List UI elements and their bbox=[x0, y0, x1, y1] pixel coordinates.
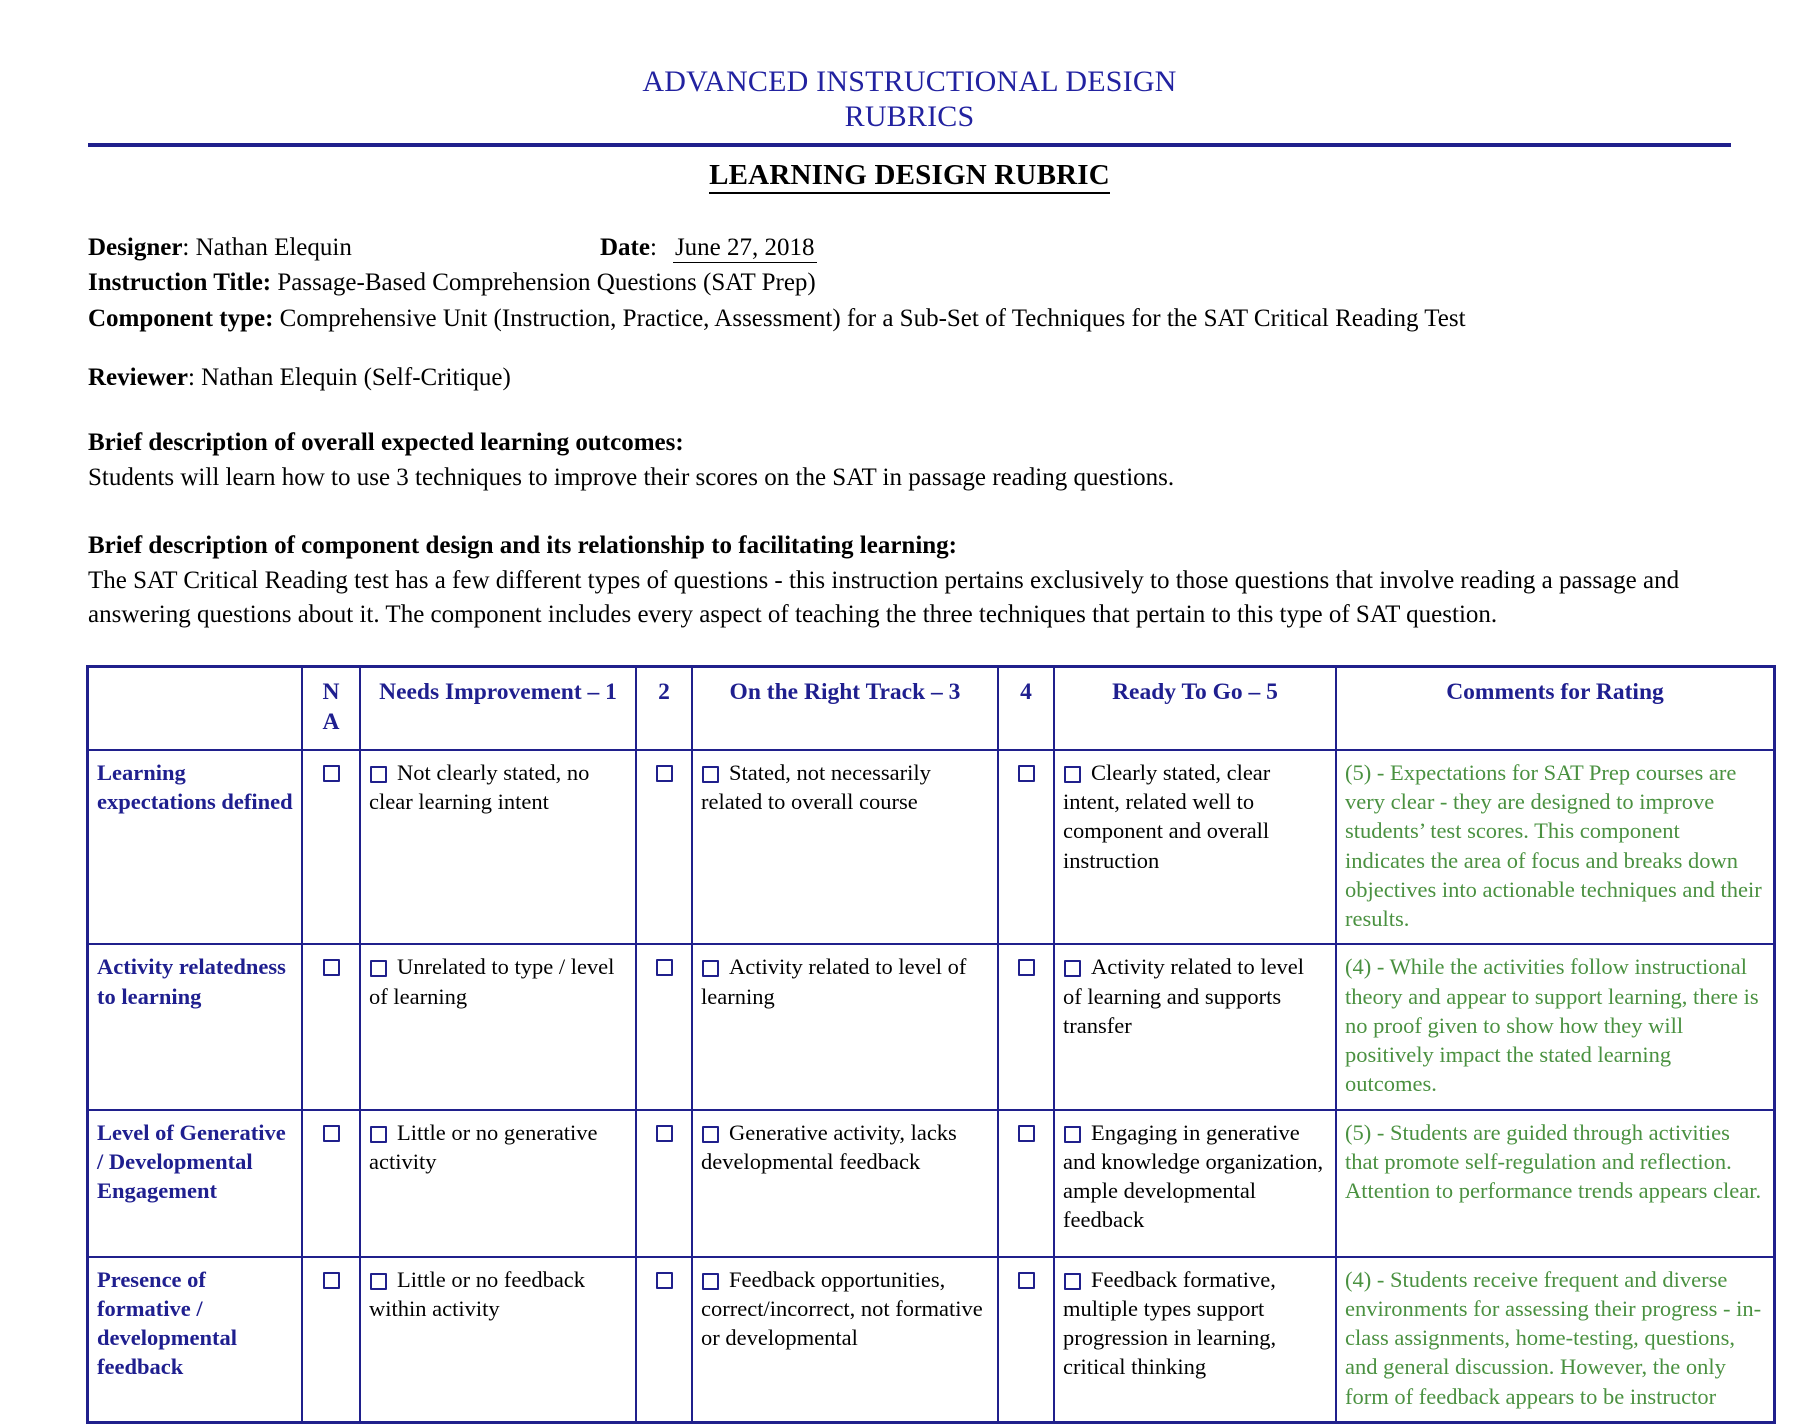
cell-level-1 bbox=[360, 1257, 636, 1423]
checkbox-icon[interactable] bbox=[656, 1125, 673, 1142]
row-comment: (5) - Students are guided through activities that promote self-regulation and reflection. Attention to performance trends appears clear. bbox=[1336, 1110, 1775, 1257]
checkbox-icon[interactable] bbox=[656, 1272, 673, 1289]
checkbox-icon[interactable] bbox=[702, 960, 719, 977]
header-line-2: RUBRICS bbox=[844, 100, 975, 134]
table-row bbox=[88, 1110, 1775, 1257]
checkbox-level-4[interactable] bbox=[998, 1110, 1054, 1257]
option-level-3[interactable] bbox=[701, 760, 931, 814]
header-level-5: Ready To Go – 5 bbox=[1054, 666, 1336, 750]
option-level-1[interactable] bbox=[369, 954, 614, 1008]
cell-level-1 bbox=[360, 944, 636, 1109]
checkbox-icon[interactable] bbox=[323, 959, 340, 976]
option-level-3[interactable] bbox=[701, 1120, 957, 1174]
reviewer-value: Nathan Elequin (Self-Critique) bbox=[201, 364, 511, 392]
checkbox-icon[interactable] bbox=[702, 1126, 719, 1143]
cell-level-3 bbox=[692, 1257, 998, 1423]
checkbox-na[interactable] bbox=[302, 1110, 360, 1257]
rubric-table-wrapper bbox=[86, 665, 1762, 1424]
option-level-5[interactable] bbox=[1063, 1120, 1323, 1233]
checkbox-icon[interactable] bbox=[370, 766, 387, 783]
page-title-text: LEARNING DESIGN RUBRIC bbox=[709, 159, 1110, 194]
cell-level-5 bbox=[1054, 1110, 1336, 1257]
page-title bbox=[0, 159, 1819, 192]
instruction-title-label: Instruction Title: bbox=[88, 269, 272, 297]
reviewer-label: Reviewer bbox=[88, 364, 188, 392]
row-comment: (4) - While the activities follow instructional theory and appear to support learning, there is no proof given to show how they will positively impact the stated learning outcomes. bbox=[1336, 944, 1775, 1109]
reviewer-separator: : bbox=[187, 364, 202, 392]
option-level-1[interactable] bbox=[369, 1120, 598, 1174]
checkbox-icon[interactable] bbox=[1018, 1125, 1035, 1142]
cell-level-1 bbox=[360, 750, 636, 945]
header-na-line2: A bbox=[322, 709, 340, 736]
designer-value: Nathan Elequin bbox=[195, 233, 352, 261]
header-level-3: On the Right Track – 3 bbox=[692, 666, 998, 750]
header-na-line1: N bbox=[322, 678, 340, 705]
option-level-1-text: Little or no generative activity bbox=[369, 1119, 598, 1174]
header-comments: Comments for Rating bbox=[1336, 666, 1775, 750]
checkbox-level-2[interactable] bbox=[636, 1110, 692, 1257]
option-level-1[interactable] bbox=[369, 1267, 585, 1321]
date-label: Date bbox=[600, 233, 650, 261]
checkbox-icon[interactable] bbox=[323, 1125, 340, 1142]
component-type-label: Component type: bbox=[88, 304, 274, 332]
component-type-row bbox=[88, 301, 1738, 337]
checkbox-na[interactable] bbox=[302, 944, 360, 1109]
row-criterion: Presence of formative / developmental feedback bbox=[88, 1257, 303, 1423]
rubric-table-body bbox=[88, 750, 1775, 1423]
option-level-1[interactable] bbox=[369, 760, 589, 814]
checkbox-level-4[interactable] bbox=[998, 944, 1054, 1109]
option-level-3-text: Feedback opportunities, correct/incorrect, not formative or developmental bbox=[701, 1266, 983, 1351]
cell-level-3 bbox=[692, 1110, 998, 1257]
header-divider-rule bbox=[88, 143, 1731, 147]
date-group bbox=[600, 230, 817, 266]
option-level-5-text: Feedback formative, multiple types support progression in learning, critical thinking bbox=[1063, 1266, 1277, 1380]
designer-separator: : bbox=[182, 233, 196, 261]
instruction-title-value: Passage-Based Comprehension Questions (SAT Prep) bbox=[271, 269, 816, 297]
reviewer-row bbox=[88, 364, 1819, 392]
cell-level-5 bbox=[1054, 1257, 1336, 1423]
rubric-table bbox=[86, 665, 1776, 1424]
header-level-2: 2 bbox=[636, 666, 692, 750]
cell-level-1 bbox=[360, 1110, 636, 1257]
checkbox-na[interactable] bbox=[302, 1257, 360, 1423]
checkbox-level-2[interactable] bbox=[636, 1257, 692, 1423]
design-body: The SAT Critical Reading test has a few different types of questions - this instruction pertains exclusively to those questions that involve reading a passage and answering questions about it. The component includes every aspect of teaching the three techniques that pertain to this type of SAT question. bbox=[88, 566, 1680, 629]
outcomes-heading: Brief description of overall expected learning outcomes: bbox=[88, 429, 684, 457]
option-level-3-text: Activity related to level of learning bbox=[701, 954, 967, 1009]
option-level-5[interactable] bbox=[1063, 954, 1304, 1038]
table-header-row bbox=[88, 666, 1775, 750]
row-criterion: Level of Generative / Developmental Engagement bbox=[88, 1110, 303, 1257]
row-criterion: Activity relatedness to learning bbox=[88, 944, 303, 1109]
checkbox-icon[interactable] bbox=[370, 960, 387, 977]
checkbox-icon[interactable] bbox=[1064, 1273, 1081, 1290]
designer-row bbox=[88, 230, 1738, 266]
outcomes-section bbox=[88, 426, 1738, 495]
checkbox-icon[interactable] bbox=[656, 765, 673, 782]
date-value: June 27, 2018 bbox=[674, 233, 815, 261]
option-level-1-text: Unrelated to type / level of learning bbox=[369, 954, 615, 1009]
date-separator: : bbox=[649, 233, 657, 261]
option-level-5-text: Clearly stated, clear intent, related well to component and overall instruction bbox=[1063, 759, 1271, 873]
option-level-3[interactable] bbox=[701, 954, 966, 1008]
checkbox-na[interactable] bbox=[302, 750, 360, 945]
option-level-3-text: Stated, not necessarily related to overall course bbox=[701, 759, 931, 815]
checkbox-icon[interactable] bbox=[370, 1126, 387, 1143]
header-level-1: Needs Improvement – 1 bbox=[360, 666, 636, 750]
metadata-block bbox=[88, 230, 1738, 337]
rubric-table-head bbox=[88, 666, 1775, 750]
designer-label: Designer bbox=[88, 233, 183, 261]
checkbox-icon[interactable] bbox=[656, 959, 673, 976]
option-level-5[interactable] bbox=[1063, 760, 1270, 873]
table-row bbox=[88, 1257, 1775, 1423]
checkbox-level-2[interactable] bbox=[636, 944, 692, 1109]
option-level-5[interactable] bbox=[1063, 1267, 1276, 1380]
checkbox-level-2[interactable] bbox=[636, 750, 692, 945]
checkbox-icon[interactable] bbox=[702, 766, 719, 783]
row-comment: (5) - Expectations for SAT Prep courses are very clear - they are designed to improve students’ test scores. This component indicates the area of focus and breaks down objectives into actionable techniques and their results. bbox=[1336, 750, 1775, 945]
checkbox-icon[interactable] bbox=[1018, 959, 1035, 976]
option-level-5-text: Engaging in generative and knowledge organization, ample developmental feedback bbox=[1063, 1119, 1324, 1233]
checkbox-icon[interactable] bbox=[1018, 1272, 1035, 1289]
checkbox-icon[interactable] bbox=[323, 1272, 340, 1289]
document-header bbox=[0, 0, 1819, 135]
header-na bbox=[302, 666, 360, 750]
checkbox-icon[interactable] bbox=[370, 1273, 387, 1290]
design-heading: Brief description of component design and its relationship to facilitating learning: bbox=[88, 532, 957, 560]
instruction-title-row bbox=[88, 265, 1738, 301]
cell-level-3 bbox=[692, 944, 998, 1109]
header-line-1: ADVANCED INSTRUCTIONAL DESIGN bbox=[642, 65, 1177, 98]
checkbox-icon[interactable] bbox=[1018, 765, 1035, 782]
option-level-1-text: Little or no feedback within activity bbox=[369, 1266, 586, 1321]
table-row bbox=[88, 944, 1775, 1109]
checkbox-level-4[interactable] bbox=[998, 750, 1054, 945]
checkbox-icon[interactable] bbox=[1064, 766, 1081, 783]
table-row bbox=[88, 750, 1775, 945]
checkbox-icon[interactable] bbox=[1064, 960, 1081, 977]
header-level-4: 4 bbox=[998, 666, 1054, 750]
component-type-value: Comprehensive Unit (Instruction, Practice, Assessment) for a Sub-Set of Techniques for the SAT Critical Reading Test bbox=[273, 304, 1466, 332]
cell-level-3 bbox=[692, 750, 998, 945]
cell-level-5 bbox=[1054, 750, 1336, 945]
row-criterion: Learning expectations defined bbox=[88, 750, 303, 945]
row-comment: (4) - Students receive frequent and diverse environments for assessing their progress - in-class assignments, home-testing, questions, and general discussion. However, the only form of feedback appears to be instructor bbox=[1336, 1257, 1775, 1423]
option-level-1-text: Not clearly stated, no clear learning intent bbox=[369, 759, 590, 815]
option-level-3-text: Generative activity, lacks developmental feedback bbox=[701, 1119, 957, 1174]
option-level-5-text: Activity related to level of learning and supports transfer bbox=[1063, 954, 1305, 1038]
checkbox-icon[interactable] bbox=[323, 765, 340, 782]
outcomes-body: Students will learn how to use 3 techniques to improve their scores on the SAT in passage reading questions. bbox=[88, 463, 1175, 491]
header-criterion bbox=[88, 666, 303, 750]
checkbox-level-4[interactable] bbox=[998, 1257, 1054, 1423]
option-level-3[interactable] bbox=[701, 1267, 983, 1351]
checkbox-icon[interactable] bbox=[702, 1273, 719, 1290]
cell-level-5 bbox=[1054, 944, 1336, 1109]
design-section bbox=[88, 529, 1738, 633]
checkbox-icon[interactable] bbox=[1064, 1126, 1081, 1143]
